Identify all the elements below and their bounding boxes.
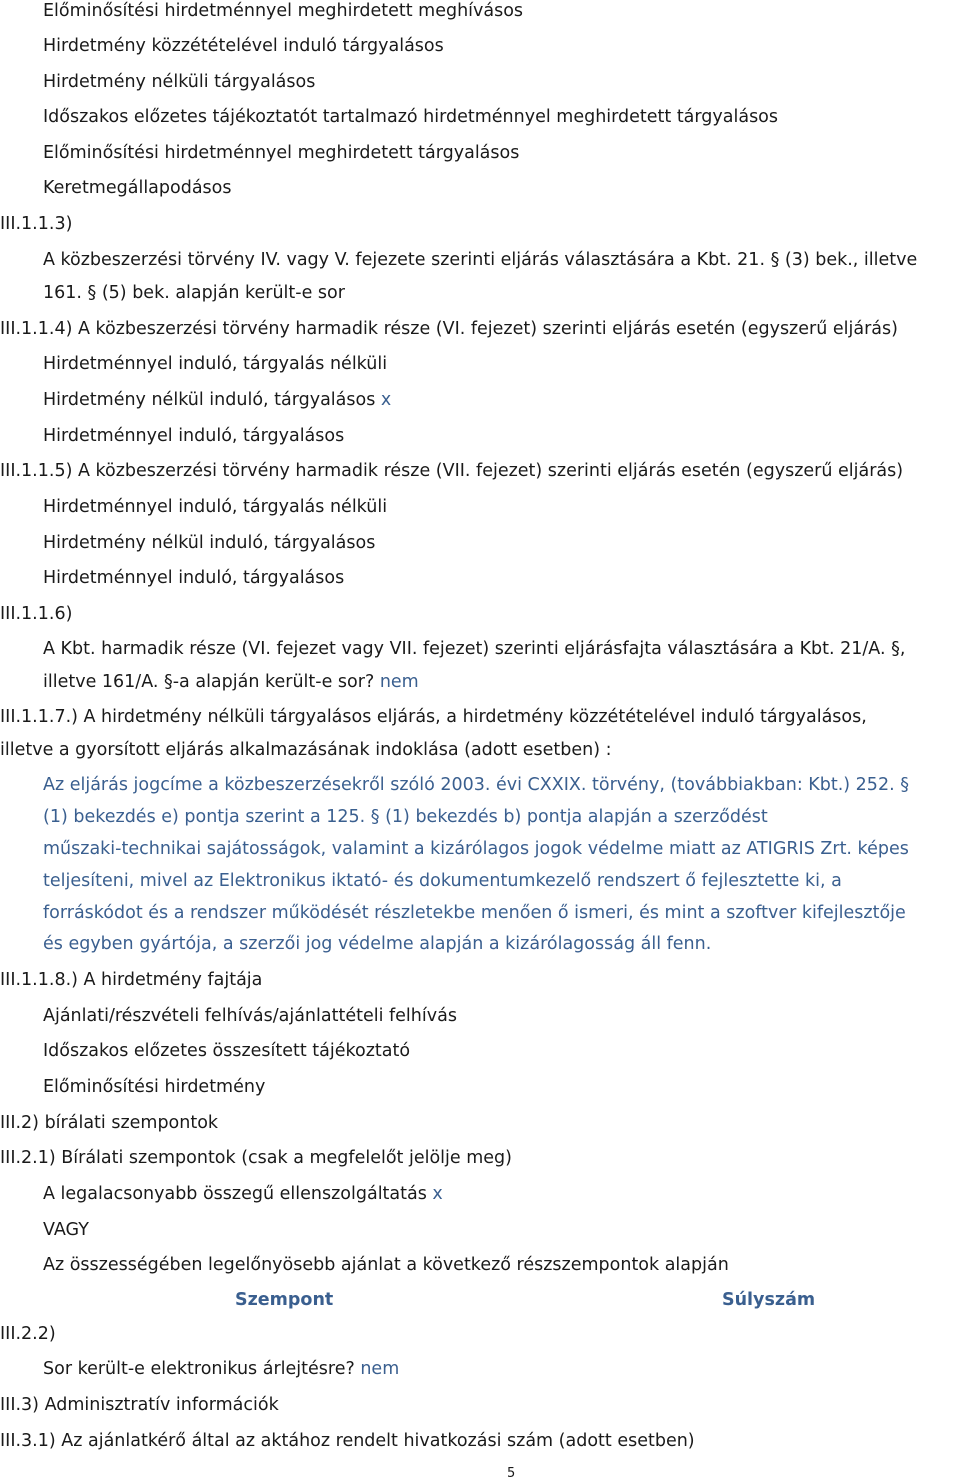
weight-column-header: Súlyszám [722,1290,816,1310]
procedure-type-option: Időszakos előzetes tájékoztatót tartalmazó hirdetménnyel meghirdetett tárgyalásos [43,107,779,127]
procedure-type-option: Hirdetmény közzétételével induló tárgyalásos [43,36,444,56]
section-heading-3117: III.1.1.7.) A hirdetmény nélküli tárgyalásos eljárás, a hirdetmény közzétételével induló tárgyalásos, [0,707,867,727]
section-text: A Kbt. harmadik része (VI. fejezet vagy VII. fejezet) szerinti eljárásfajta választására a Kbt. 21/A. §, [43,639,906,659]
section-text [43,671,419,693]
justification-line: teljesíteni, mivel az Elektronikus iktató- és dokumentumkezelő rendszert ő fejlesztette ki, a [43,871,842,891]
criterion-column-header: Szempont [235,1290,334,1310]
auction-question [43,1358,399,1380]
procedure-type-option: Előminősítési hirdetménnyel meghirdetett meghívásos [43,1,524,21]
notice-type-option: Előminősítési hirdetmény [43,1077,266,1097]
question-text: Sor került-e elektronikus árlejtésre? [43,1359,355,1379]
section-heading-3116: III.1.1.6) [0,604,73,624]
procedure-option: Hirdetménnyel induló, tárgyalásos [43,568,345,588]
procedure-option: Hirdetménnyel induló, tárgyalás nélküli [43,497,388,517]
answer-value: nem [360,1359,400,1379]
justification-line: forráskódot és a rendszer működését részletekbe menően ő ismeri, és mint a szoftver kifejlesztője [43,903,906,923]
justification-line: (1) bekezdés e) pontja szerint a 125. § (1) bekezdés b) pontja alapján a szerződést [43,807,768,827]
section-heading-3115: III.1.1.5) A közbeszerzési törvény harmadik része (VII. fejezet) szerinti eljárás esetén (egyszerű eljárás) [0,461,904,481]
section-heading-331: III.3.1) Az ajánlatkérő által az aktához rendelt hivatkozási szám (adott esetben) [0,1431,695,1451]
section-heading-3118: III.1.1.8.) A hirdetmény fajtája [0,970,263,990]
section-heading-3114: III.1.1.4) A közbeszerzési törvény harmadik része (VI. fejezet) szerinti eljárás esetén (egyszerű eljárás) [0,319,898,339]
procedure-option: Hirdetmény nélkül induló, tárgyalásos [43,533,376,553]
section-text: A közbeszerzési törvény IV. vagy V. fejezete szerinti eljárás választására a Kbt. 21. § (3) bek., illetve [43,250,918,270]
section-heading-3117-cont: illetve a gyorsított eljárás alkalmazásának indoklása (adott esetben) : [0,740,612,760]
justification-line: és egyben gyártója, a szerzői jog védelme alapján a kizárólagosság áll fenn. [43,934,712,954]
or-label: VAGY [43,1220,89,1240]
selected-mark: x [432,1184,443,1204]
criterion-option: Az összességében legelőnyösebb ajánlat a következő részszempontok alapján [43,1255,729,1275]
option-label: Hirdetmény nélkül induló, tárgyalásos [43,390,376,410]
procedure-option: Hirdetménnyel induló, tárgyalás nélküli [43,354,388,374]
section-text: 161. § (5) bek. alapján került-e sor [43,283,345,303]
section-heading-32: III.2) bírálati szempontok [0,1113,219,1133]
question-text: illetve 161/A. §-a alapján került-e sor? [43,672,375,692]
justification-line: műszaki-technikai sajátosságok, valamint a kizárólagos jogok védelme miatt az ATIGRIS Zrt. képes [43,839,909,859]
procedure-option: Hirdetménnyel induló, tárgyalásos [43,426,345,446]
procedure-type-option: Előminősítési hirdetménnyel meghirdetett tárgyalásos [43,143,520,163]
justification-line: Az eljárás jogcíme a közbeszerzésekről szóló 2003. évi CXXIX. törvény, (továbbiakban: Kbt.) 252. § [43,775,909,795]
answer-value: nem [379,672,419,692]
selected-mark: x [380,390,392,410]
section-heading-33: III.3) Adminisztratív információk [0,1395,279,1415]
procedure-type-option: Hirdetmény nélküli tárgyalásos [43,72,316,92]
notice-type-option: Időszakos előzetes összesített tájékoztató [43,1041,411,1061]
section-heading-321: III.2.1) Bírálati szempontok (csak a megfelelőt jelölje meg) [0,1148,512,1168]
section-heading-3113: III.1.1.3) [0,214,73,234]
procedure-type-option: Keretmegállapodásos [43,178,232,198]
procedure-option [43,389,391,411]
section-heading-322: III.2.2) [0,1324,56,1344]
option-label: A legalacsonyabb összegű ellenszolgáltatás [43,1184,427,1204]
criterion-option [43,1183,443,1205]
page-number: 5 [507,1466,516,1481]
notice-type-option: Ajánlati/részvételi felhívás/ajánlattételi felhívás [43,1006,457,1026]
